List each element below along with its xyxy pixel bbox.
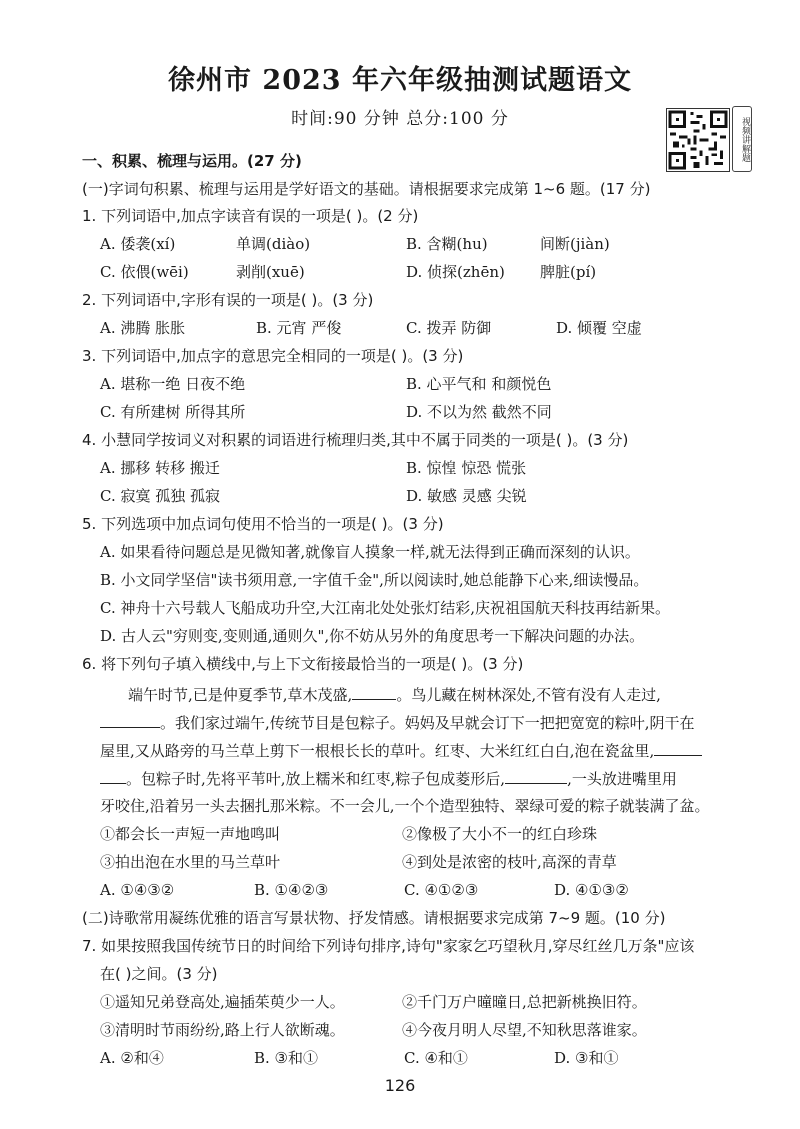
q1-option-d[interactable]: D. 侦探(zhēn) [406,263,505,281]
q1-option-b2: 间断(jiàn) [540,235,610,253]
q5-option-b[interactable]: B. 小文同学坚信"读书须用意,一字值千金",所以阅读时,她总能静下心来,细读慢品。 [100,571,649,589]
q6-passage-text: 屋里,又从路旁的马兰草上剪下一根根长长的草叶。红枣、大米红红白白,泡在瓷盆里, [100,742,655,760]
q2-stem: 2. 下列词语中,字形有误的一项是( )。(3 分) [82,291,374,309]
q7-choice-3: ③清明时节雨纷纷,路上行人欲断魂。 [100,1021,345,1039]
q1-option-c2: 剥削(xuē) [236,263,305,281]
page-number: 126 [384,1076,416,1095]
q6-passage-text: 端午时节,已是仲夏季节,草木茂盛, [128,686,353,704]
q6-passage-text: ,一头放进嘴里用 [567,770,677,788]
q3-option-b[interactable]: B. 心平气和 和颜悦色 [406,375,552,393]
q6-choice-3: ③拍出泡在水里的马兰草叶 [100,853,281,871]
q5-option-c[interactable]: C. 神舟十六号载人飞船成功升空,大江南北处处张灯结彩,庆祝祖国航天科技再结新果。 [100,599,671,617]
q6-stem: 6. 将下列句子填入横线中,与上下文衔接最恰当的一项是( )。(3 分) [82,655,524,673]
video-explanation-label[interactable]: 视频讲解题 [732,106,752,172]
q7-option-d[interactable]: D. ③和① [554,1049,619,1067]
page-title: 徐州市 2023 年六年级抽测试题语文 [168,65,632,96]
q6-option-b[interactable]: B. ①④②③ [254,881,329,899]
q6-passage-line [100,739,702,762]
q6-option-c[interactable]: C. ④①②③ [404,881,479,899]
q6-passage-line: 牙咬住,沿着另一头去捆扎那米粽。不一会儿,一个个造型独特、翠绿可爱的粽子就装满了盆。 [100,797,710,815]
q6-option-a[interactable]: A. ①④③② [100,881,175,899]
q5-option-d[interactable]: D. 古人云"穷则变,变则通,通则久",你不妨从另外的角度思考一下解决问题的办法。 [100,627,645,645]
qr-code-icon[interactable] [666,108,730,172]
q7-option-b[interactable]: B. ③和① [254,1049,319,1067]
q3-option-c[interactable]: C. 有所建树 所得其所 [100,403,246,421]
q4-option-c[interactable]: C. 寂寞 孤独 孤寂 [100,487,221,505]
q6-choice-2: ②像极了大小不一的红白珍珠 [402,825,598,843]
q6-passage-line [128,683,661,706]
q1-option-a[interactable]: A. 倭袭(xí) [100,235,176,253]
q3-option-d[interactable]: D. 不以为然 截然不同 [406,403,552,421]
q3-stem: 3. 下列词语中,加点字的意思完全相同的一项是( )。(3 分) [82,347,464,365]
q4-stem: 4. 小慧同学按词义对积累的词语进行梳理归类,其中不属于同类的一项是( )。(3 分) [82,431,629,449]
part1-intro: (一)字词句积累、梳理与运用是学好语文的基础。请根据要求完成第 1~6 题。(17 分) [82,180,651,198]
q4-option-a[interactable]: A. 挪移 转移 搬迁 [100,459,220,477]
q1-option-d2: 脾脏(pí) [540,263,597,281]
q7-choice-1: ①遥知兄弟登高处,遍插茱萸少一人。 [100,993,345,1011]
q5-stem: 5. 下列选项中加点词句使用不恰当的一项是( )。(3 分) [82,515,444,533]
section-heading: 一、积累、梳理与运用。(27 分) [82,152,302,170]
q1-stem: 1. 下列词语中,加点字读音有误的一项是( )。(2 分) [82,207,419,225]
q6-choice-4: ④到处是浓密的枝叶,高深的青草 [402,853,617,871]
q2-option-b[interactable]: B. 元宵 严俊 [256,319,342,337]
q6-passage-line [100,711,695,734]
q6-blank-4[interactable] [505,767,567,784]
q6-passage-text: 。我们家过端午,传统节目是包粽子。妈妈及早就会订下一把把宽宽的粽叶,阴干在 [160,714,695,732]
q2-option-c[interactable]: C. 拨弄 防御 [406,319,492,337]
q6-blank-3-cont[interactable] [100,767,126,784]
q6-blank-2[interactable] [100,711,160,728]
q6-blank-3[interactable] [654,739,702,756]
q7-option-a[interactable]: A. ②和④ [100,1049,164,1067]
q4-option-d[interactable]: D. 敏感 灵感 尖锐 [406,487,527,505]
part2-intro: (二)诗歌常用凝练优雅的语言写景状物、抒发情感。请根据要求完成第 7~9 题。(10 分) [82,909,666,927]
q1-option-a2: 单调(diào) [236,235,311,253]
exam-time-score: 时间:90 分钟 总分:100 分 [291,109,509,129]
q7-stem: 7. 如果按照我国传统节日的时间给下列诗句排序,诗句"家家乞巧望秋月,穿尽红丝几万条"应该 [82,937,695,955]
q6-passage-text: 。包粽子时,先将平苇叶,放上糯米和红枣,粽子包成菱形后, [126,770,506,788]
q2-option-d[interactable]: D. 倾覆 空虚 [556,319,642,337]
q1-option-c[interactable]: C. 依偎(wēi) [100,263,189,281]
q7-option-c[interactable]: C. ④和① [404,1049,468,1067]
q4-option-b[interactable]: B. 惊惶 惊恐 慌张 [406,459,527,477]
q7-choice-4: ④今夜月明人尽望,不知秋思落谁家。 [402,1021,647,1039]
q6-passage-line [100,767,677,790]
q7-stem-cont: 在( )之间。(3 分) [100,965,218,983]
q5-option-a[interactable]: A. 如果看待问题总是见微知著,就像盲人摸象一样,就无法得到正确而深刻的认识。 [100,543,640,561]
q6-passage-text: 。鸟儿藏在树林深处,不管有没有人走过, [396,686,661,704]
q7-choice-2: ②千门万户曈曈日,总把新桃换旧符。 [402,993,647,1011]
q3-option-a[interactable]: A. 堪称一绝 日夜不绝 [100,375,246,393]
q2-option-a[interactable]: A. 沸腾 胀胀 [100,319,186,337]
q1-option-b[interactable]: B. 含糊(hu) [406,235,488,253]
q6-blank-1[interactable] [352,683,396,700]
q6-option-d[interactable]: D. ④①③② [554,881,629,899]
q6-choice-1: ①都会长一声短一声地鸣叫 [100,825,281,843]
